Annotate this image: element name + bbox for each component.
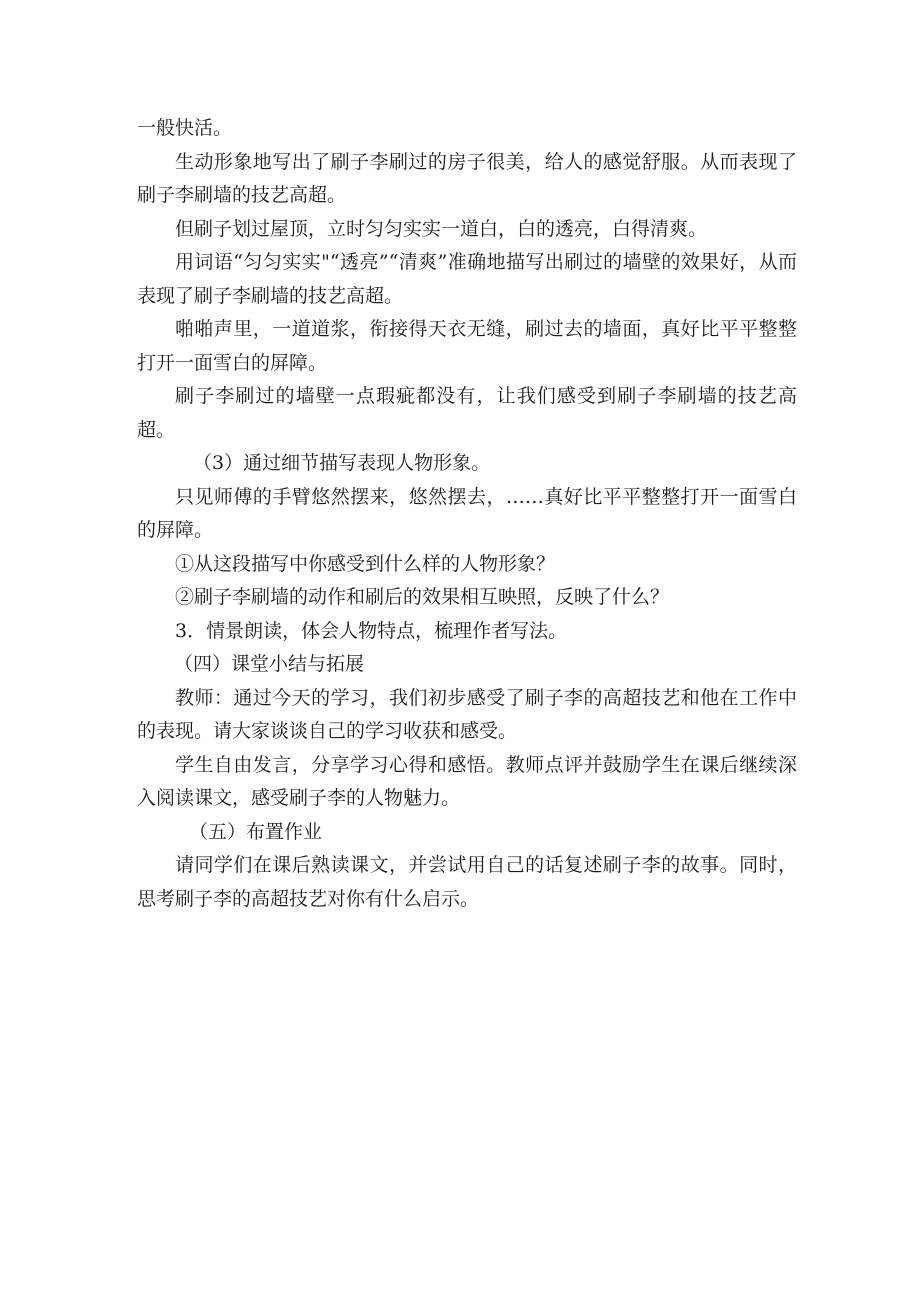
section-heading-homework: （五）布置作业 (189, 820, 323, 843)
paragraph-analysis-2: 用词语“匀匀实实"“透亮”“清爽”准确地描写出刷过的墙壁的效果好，从而表现了刷子李刷墙的技艺高超。 (137, 251, 797, 307)
paragraph-continuation: 一般快活。 (137, 117, 233, 139)
paragraph-students: 学生自由发言，分享学习心得和感悟。教师点评并鼓励学生在课后继续深入阅读课文，感受刷子李的人物魅力。 (137, 753, 797, 809)
question-2: ②刷子李刷墙的动作和刷后的效果相互映照，反映了什么？ (175, 586, 670, 608)
step-3: 3．情景朗读，体会人物特点，梳理作者写法。 (175, 619, 568, 642)
paragraph-quote-2: 啪啪声里，一道道浆，衔接得天衣无缝，刷过去的墙面，真好比平平整整打开一面雪白的屏障。 (137, 318, 797, 374)
paragraph-quote-3: 只见师傅的手臂悠然摆来，悠然摆去，……真好比平平整整打开一面雪白的屏障。 (137, 485, 797, 541)
document-body (137, 112, 797, 916)
section-heading-summary: （四）课堂小结与拓展 (174, 653, 365, 675)
paragraph-quote-1: 但刷子划过屋顶，立时匀匀实实一道白，白的透亮，白得清爽。 (175, 217, 708, 240)
paragraph-homework: 请同学们在课后熟读课文，并尝试用自己的话复述刷子李的故事。同时，思考刷子李的高超技艺对你有什么启示。 (137, 854, 797, 910)
paragraph-analysis-1: 生动形象地写出了刷子李刷过的房子很美，给人的感觉舒服。从而表现了刷子李刷墙的技艺高超。 (137, 150, 797, 206)
question-1: ①从这段描写中你感受到什么样的人物形象？ (175, 552, 556, 575)
paragraph-teacher: 教师：通过今天的学习，我们初步感受了刷子李的高超技艺和他在工作中的表现。请大家谈谈自己的学习收获和感受。 (137, 686, 797, 742)
paragraph-analysis-3: 刷子李刷过的墙壁一点瑕疵都没有，让我们感受到刷子李刷墙的技艺高超。 (137, 385, 797, 441)
subheading-detail-description: （3）通过细节描写表现人物形象。 (193, 452, 491, 474)
